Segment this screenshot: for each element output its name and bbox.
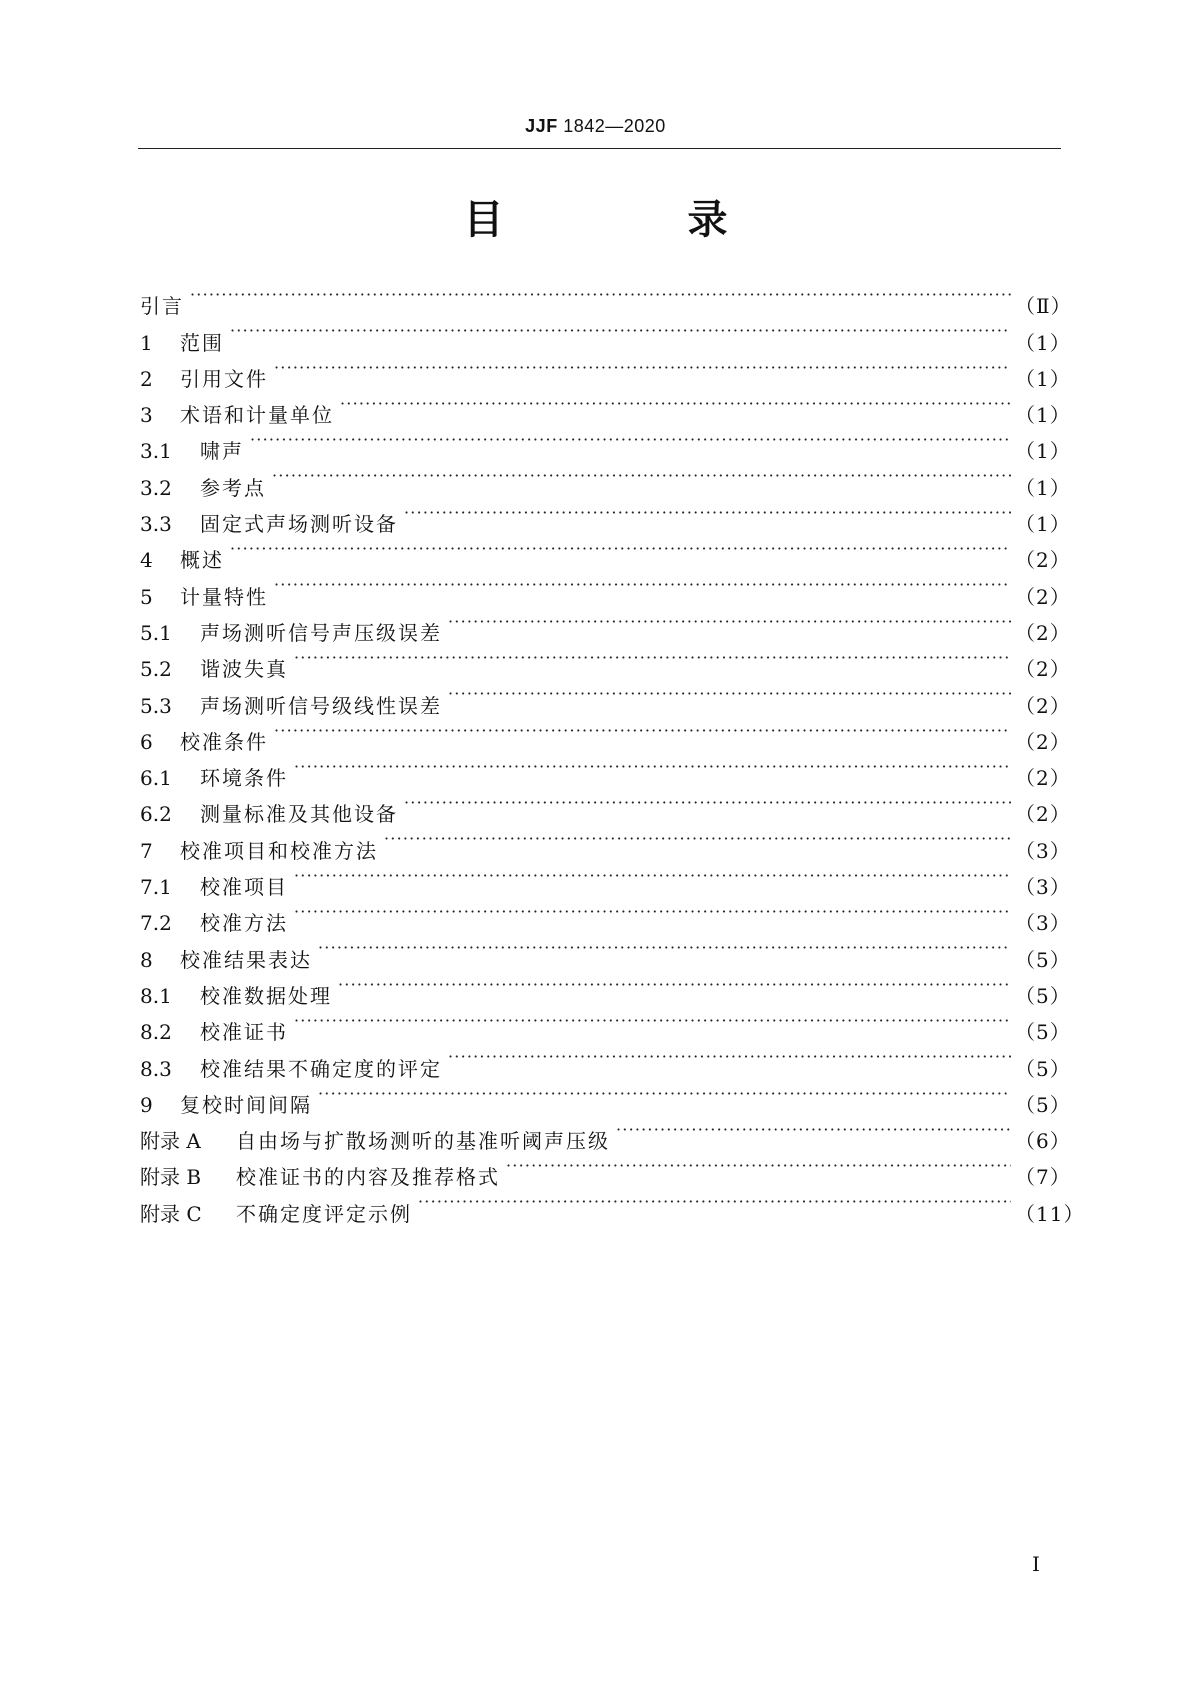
toc-entry-label: 术语和计量单位 [180, 403, 334, 428]
toc-entry[interactable] [140, 350, 1071, 391]
toc-dot-leader [340, 386, 1011, 422]
toc-entry-page: （5） [1015, 1020, 1071, 1045]
toc-dot-leader [294, 640, 1011, 676]
running-header [0, 116, 1191, 137]
toc-dot-leader [448, 676, 1011, 712]
toc-entry-label: 测量标准及其他设备 [200, 802, 398, 827]
toc-entry-page: （3） [1015, 911, 1071, 936]
toc-entry-label: 范围 [180, 330, 224, 355]
toc-entry-label: 引言 [140, 294, 184, 319]
toc-entry-page: （5） [1015, 983, 1071, 1008]
toc-entry-page: （2） [1015, 548, 1071, 573]
toc-entry-page: （3） [1015, 838, 1071, 863]
toc-dot-leader [294, 749, 1011, 785]
toc-entry-number: 8 [140, 947, 153, 972]
toc-entry-label: 谐波失真 [200, 657, 288, 682]
toc-dot-leader [190, 277, 1011, 313]
toc-dot-leader [404, 785, 1011, 821]
toc-entry-number: 6.1 [140, 766, 172, 791]
toc-entry-page: （1） [1015, 475, 1071, 500]
toc-entry-page: （2） [1015, 620, 1071, 645]
toc-dot-leader [230, 531, 1011, 567]
toc-entry-label: 校准项目 [200, 875, 288, 900]
toc-entry-label: 声场测听信号级线性误差 [200, 693, 442, 718]
toc-entry-label: 自由场与扩散场测听的基准听阈声压级 [236, 1129, 610, 1154]
toc-entry-number: 4 [140, 548, 153, 573]
toc-entry-number: 5.1 [140, 620, 172, 645]
header-rule [138, 148, 1061, 149]
toc-entry[interactable] [140, 495, 1071, 537]
toc-entry-number: 7.2 [140, 911, 172, 936]
toc-entry-page: （3） [1015, 875, 1071, 900]
toc-entry-label: 校准结果表达 [180, 947, 312, 972]
toc-entry-number: 8.3 [140, 1056, 172, 1081]
toc-entry-label: 校准证书 [200, 1020, 288, 1045]
toc-entry[interactable] [140, 422, 1071, 464]
toc-dot-leader [338, 967, 1011, 1003]
toc-entry-page: （2） [1015, 729, 1071, 754]
toc-entry-number: 3.2 [140, 475, 172, 500]
toc-entry-label: 校准项目和校准方法 [180, 838, 378, 863]
toc-dot-leader [294, 858, 1011, 894]
toc-dot-leader [272, 458, 1011, 494]
toc-entry-page: （1） [1015, 512, 1071, 537]
toc-entry-number: 附录 A [140, 1129, 201, 1154]
toc-entry-page: （2） [1015, 584, 1071, 609]
toc-entry-label: 固定式声场测听设备 [200, 512, 398, 537]
toc-entry-number: 5.2 [140, 657, 172, 682]
toc-entry-number: 7 [140, 838, 153, 863]
toc-entry-page: （2） [1015, 657, 1071, 682]
toc-entry-label: 复校时间间隔 [180, 1092, 312, 1117]
toc-dot-leader [506, 1148, 1011, 1184]
table-of-contents [140, 277, 1085, 1226]
toc-entry-number: 6.2 [140, 802, 172, 827]
toc-entry[interactable] [140, 713, 1071, 754]
toc-dot-leader [230, 313, 1011, 349]
toc-entry-page: （6） [1015, 1129, 1071, 1154]
toc-entry-label: 校准结果不确定度的评定 [200, 1056, 442, 1081]
toc-dot-leader [448, 604, 1011, 640]
toc-dot-leader [318, 930, 1011, 966]
toc-entry[interactable] [140, 531, 1071, 573]
toc-entry-page: （7） [1015, 1165, 1071, 1190]
toc-entry-page: （2） [1015, 766, 1071, 791]
toc-entry-page: （5） [1015, 1056, 1071, 1081]
toc-entry-number: 5 [140, 584, 153, 609]
toc-entry-number: 5.3 [140, 693, 172, 718]
toc-entry-page: （1） [1015, 439, 1071, 464]
standard-code: JJF [525, 116, 558, 136]
toc-entry-number: 3.1 [140, 439, 172, 464]
toc-entry-number: 3 [140, 403, 153, 428]
toc-dot-leader [448, 1039, 1011, 1075]
toc-entry-number: 2 [140, 366, 153, 391]
toc-entry-number: 6 [140, 729, 153, 754]
toc-entry-number: 8.1 [140, 983, 172, 1008]
toc-entry-number: 3.3 [140, 512, 172, 537]
standard-number: 1842—2020 [563, 116, 666, 136]
toc-entry-label: 校准条件 [180, 729, 268, 754]
page-number: Ⅰ [1032, 1552, 1040, 1576]
toc-entry-label: 校准证书的内容及推荐格式 [236, 1165, 500, 1190]
toc-entry-label: 参考点 [200, 475, 266, 500]
toc-dot-leader [418, 1184, 1011, 1220]
toc-entry-label: 概述 [180, 548, 224, 573]
toc-entry-label: 不确定度评定示例 [236, 1201, 412, 1226]
toc-dot-leader [294, 1003, 1011, 1039]
toc-entry[interactable] [140, 386, 1071, 428]
toc-dot-leader [274, 350, 1011, 386]
toc-entry-page: （11） [1015, 1201, 1085, 1226]
toc-entry[interactable] [140, 277, 1072, 319]
toc-entry-page: （2） [1015, 693, 1071, 718]
toc-entry-label: 校准方法 [200, 911, 288, 936]
toc-entry-page: （1） [1015, 366, 1071, 391]
toc-entry-number: 附录 C [140, 1201, 202, 1226]
toc-entry-page: （1） [1015, 403, 1071, 428]
toc-entry-page: （2） [1015, 802, 1071, 827]
toc-entry-number: 7.1 [140, 875, 172, 900]
toc-entry[interactable] [140, 567, 1071, 609]
toc-dot-leader [616, 1112, 1011, 1148]
toc-entry-label: 校准数据处理 [200, 983, 332, 1008]
toc-entry-page: （1） [1015, 330, 1071, 355]
toc-entry-page: （5） [1015, 1092, 1071, 1117]
toc-dot-leader [404, 495, 1011, 531]
toc-entry[interactable] [140, 749, 1071, 791]
toc-entry-page: （5） [1015, 947, 1071, 972]
toc-dot-leader [318, 1076, 1011, 1112]
toc-entry-label: 环境条件 [200, 766, 288, 791]
toc-entry-number: 1 [140, 330, 153, 355]
toc-entry-label: 声场测听信号声压级误差 [200, 620, 442, 645]
toc-entry-number: 附录 B [140, 1165, 202, 1190]
toc-dot-leader [384, 821, 1011, 857]
toc-entry-page: （Ⅱ） [1015, 294, 1072, 319]
toc-dot-leader [250, 422, 1011, 458]
toc-title: 目 录 [463, 197, 800, 243]
toc-entry-label: 计量特性 [180, 584, 268, 609]
toc-entry[interactable] [140, 458, 1071, 500]
toc-dot-leader [274, 567, 1011, 603]
toc-entry-number: 9 [140, 1092, 153, 1117]
toc-dot-leader [294, 894, 1011, 930]
toc-entry-number: 8.2 [140, 1020, 172, 1045]
toc-entry[interactable] [140, 313, 1071, 355]
toc-dot-leader [274, 713, 1011, 749]
toc-entry-label: 啸声 [200, 439, 244, 464]
toc-entry-label: 引用文件 [180, 366, 268, 391]
toc-entry[interactable] [140, 604, 1071, 645]
